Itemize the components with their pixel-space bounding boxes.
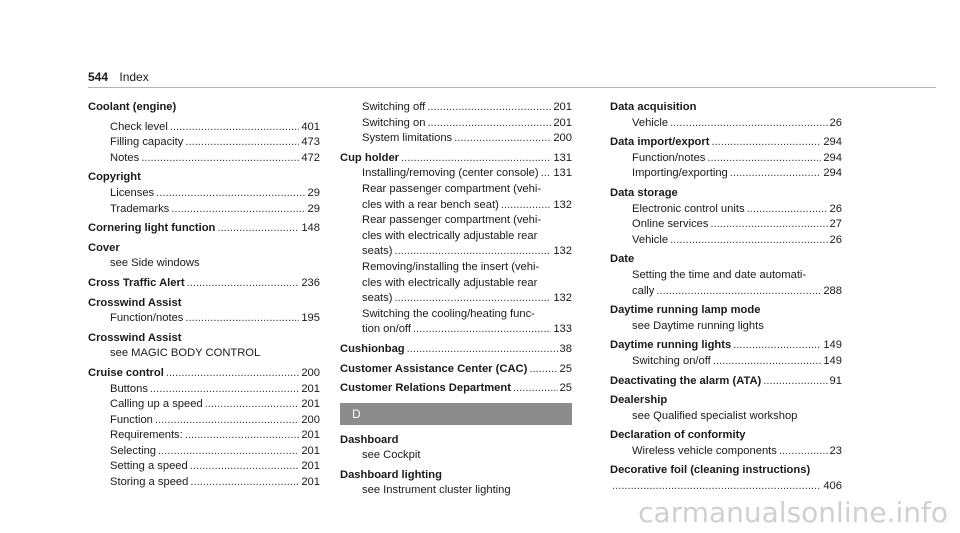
index-entry — [88, 296, 320, 327]
index-entry — [88, 276, 320, 292]
index-subterm — [610, 202, 842, 218]
index-term-label: Importing/exporting — [632, 167, 728, 180]
index-term-label: Crosswind Assist — [88, 296, 182, 309]
index-subterm — [340, 116, 572, 132]
index-entry — [340, 342, 572, 358]
index-term — [340, 151, 572, 167]
page-reference: 201 — [553, 101, 572, 113]
index-term-label: System limitations — [362, 132, 453, 145]
index-term — [340, 468, 572, 484]
page-reference: 38 — [559, 342, 572, 355]
index-subterm — [340, 198, 572, 214]
index-subterm — [610, 409, 842, 425]
index-term-label: Online services — [632, 218, 709, 231]
index-subterm — [340, 213, 572, 229]
index-term-label: Daytime running lights — [610, 339, 732, 352]
dot-leader — [185, 311, 299, 327]
index-term — [88, 366, 320, 382]
dot-leader — [150, 382, 299, 398]
index-term — [610, 393, 842, 409]
index-term-label: Vehicle — [632, 116, 669, 129]
index-term-label: Cushionbag — [340, 342, 405, 355]
index-entry — [88, 366, 320, 491]
page-header — [88, 70, 149, 84]
index-entry — [88, 241, 320, 272]
page-reference: 472 — [301, 151, 320, 164]
index-term-label: Setting a speed — [110, 460, 188, 473]
index-term-label: Switching the cooling/heating func- — [362, 307, 535, 320]
index-term-label: Rear passenger compartment (vehi- — [362, 182, 542, 195]
index-term-label: Vehicle — [632, 233, 669, 246]
index-term — [610, 100, 842, 116]
index-entry — [340, 381, 572, 397]
index-term — [88, 276, 320, 292]
dot-leader — [170, 120, 300, 136]
dot-leader — [747, 202, 828, 218]
index-term-label: Data import/export — [610, 136, 710, 149]
index-subterm — [88, 444, 320, 460]
index-term-label: Electronic control units — [632, 202, 745, 215]
index-subterm — [340, 100, 572, 116]
index-term-label: Cruise control — [88, 366, 164, 379]
index-subterm — [340, 448, 572, 464]
index-term — [610, 186, 842, 202]
dot-leader — [217, 221, 299, 237]
page-reference: 133 — [553, 323, 572, 336]
index-term — [610, 338, 842, 354]
index-term-label: Filling capacity — [110, 136, 184, 149]
dot-leader — [394, 291, 551, 307]
index-subterm — [340, 276, 572, 292]
dot-leader — [187, 276, 300, 292]
index-term-label: Daytime running lamp mode — [610, 304, 761, 317]
page-reference: 131 — [553, 151, 572, 164]
index-term-label: Licenses — [110, 186, 155, 199]
page-reference: 29 — [307, 202, 320, 215]
index-term — [610, 463, 842, 479]
page-reference: 25 — [559, 382, 572, 395]
index-term — [610, 252, 842, 268]
index-entry — [610, 374, 842, 390]
dot-leader — [185, 135, 299, 151]
page-reference: 201 — [553, 116, 572, 129]
dot-leader — [166, 366, 299, 382]
index-term-label: cles with electrically adjustable rear — [362, 229, 538, 242]
dot-leader — [401, 151, 551, 167]
index-term-label: Customer Assistance Center (CAC) — [340, 362, 528, 375]
header-divider — [88, 87, 936, 88]
dot-leader — [413, 322, 551, 338]
page-reference: 294 — [823, 167, 842, 180]
dot-leader — [779, 444, 828, 460]
index-entry — [88, 221, 320, 237]
index-subterm — [340, 260, 572, 276]
page-reference: 200 — [301, 413, 320, 426]
page-reference: 149 — [823, 339, 842, 352]
index-entry — [340, 433, 572, 464]
index-term-label: Coolant (engine) — [88, 101, 177, 113]
index-entry — [340, 362, 572, 378]
index-term-label: Requirements: — [110, 429, 183, 442]
page-reference: 149 — [823, 354, 842, 367]
index-term-label: cally — [632, 284, 655, 297]
dot-leader — [427, 100, 551, 116]
dot-leader — [394, 244, 551, 260]
index-term — [88, 221, 320, 237]
index-term — [88, 100, 320, 116]
dot-leader — [156, 186, 305, 202]
index-subterm — [610, 166, 842, 182]
index-subterm — [340, 131, 572, 147]
index-term — [340, 362, 572, 378]
page-reference: 294 — [823, 136, 842, 149]
index-term-label: see Instrument cluster lighting — [362, 484, 511, 497]
index-subterm — [610, 116, 842, 132]
index-subterm — [88, 428, 320, 444]
dot-leader — [541, 166, 552, 182]
index-term-label: Check level — [110, 120, 168, 133]
index-term-label: Selecting — [110, 444, 157, 457]
index-entry — [610, 393, 842, 424]
index-entry — [610, 428, 842, 459]
index-term-label: Function/notes — [110, 312, 184, 325]
index-entry — [340, 151, 572, 338]
index-column-1 — [88, 100, 320, 495]
index-entry — [88, 120, 320, 167]
page-reference: 132 — [553, 198, 572, 211]
index-entry — [340, 100, 572, 147]
index-entry — [88, 331, 320, 362]
index-term-label: see Side windows — [110, 257, 200, 270]
page-reference: 26 — [829, 233, 842, 246]
index-term-label: see MAGIC BODY CONTROL — [110, 347, 261, 360]
index-subterm — [88, 459, 320, 475]
index-term-label: see Qualified specialist workshop — [632, 409, 798, 422]
index-term — [610, 135, 842, 151]
index-entry — [340, 468, 572, 499]
index-entry — [610, 338, 842, 369]
index-subterm — [610, 233, 842, 249]
index-term-label: Storing a speed — [110, 476, 189, 489]
index-term-label: Dashboard lighting — [340, 468, 442, 481]
page-reference: 23 — [829, 444, 842, 457]
dot-leader — [407, 342, 558, 358]
page-reference: 294 — [823, 151, 842, 164]
index-term — [88, 331, 320, 347]
dot-leader — [158, 444, 299, 460]
index-term-label: Crosswind Assist — [88, 331, 182, 344]
index-term-label: Installing/removing (center console) — [362, 167, 539, 180]
index-term-label: Dealership — [610, 394, 668, 407]
index-term-label: Buttons — [110, 382, 148, 395]
dot-leader — [171, 202, 305, 218]
index-subterm — [88, 186, 320, 202]
dot-leader — [670, 116, 827, 132]
index-term-label: Removing/installing the insert (vehi- — [362, 260, 540, 273]
index-subterm — [88, 135, 320, 151]
page-reference: 201 — [301, 460, 320, 473]
page-reference: 132 — [553, 245, 572, 258]
page-reference: 29 — [307, 186, 320, 199]
index-term-label: Customer Relations Department — [340, 382, 511, 395]
page-reference: 91 — [829, 374, 842, 387]
page-reference: 473 — [301, 136, 320, 149]
dot-leader — [427, 116, 551, 132]
page-reference: 200 — [553, 132, 572, 145]
index-term-label: Decorative foil (cleaning instructions) — [610, 464, 811, 477]
index-subterm — [340, 307, 572, 323]
index-column-3 — [610, 100, 842, 499]
index-term — [610, 374, 842, 390]
index-subterm — [88, 382, 320, 398]
page-reference: 201 — [301, 398, 320, 411]
index-term — [88, 241, 320, 257]
index-term-label: cles with electrically adjustable rear — [362, 276, 538, 289]
index-term-label: Rear passenger compartment (vehi- — [362, 214, 542, 227]
index-subterm — [88, 120, 320, 136]
index-term-label: Trademarks — [110, 202, 170, 215]
index-subterm — [88, 202, 320, 218]
index-subterm — [610, 354, 842, 370]
index-term — [340, 433, 572, 449]
index-term-label: Function — [110, 413, 153, 426]
dot-leader — [707, 151, 821, 167]
page-reference: 236 — [301, 276, 320, 289]
index-subterm — [88, 311, 320, 327]
page-reference: 26 — [829, 116, 842, 129]
index-term-label: Data acquisition — [610, 101, 697, 113]
index-subterm — [610, 284, 842, 300]
dot-leader — [612, 479, 821, 495]
page-reference: 195 — [301, 312, 320, 325]
index-subterm — [88, 346, 320, 362]
page-reference: 131 — [553, 167, 572, 180]
index-subterm — [340, 229, 572, 245]
index-subterm — [88, 413, 320, 429]
index-subterm — [88, 151, 320, 167]
index-term-label: tion on/off — [362, 323, 411, 336]
index-subterm — [340, 166, 572, 182]
page-reference: 201 — [301, 429, 320, 442]
index-entry — [610, 252, 842, 299]
index-term-label: seats) — [362, 245, 393, 258]
index-subterm — [340, 322, 572, 338]
dot-leader — [513, 381, 558, 397]
index-subterm — [610, 319, 842, 335]
page-reference: 201 — [301, 444, 320, 457]
index-term-label: Deactivating the alarm (ATA) — [610, 374, 762, 387]
index-term-label: Setting the time and date automati- — [632, 268, 807, 281]
index-entry — [610, 100, 842, 131]
page-reference: 288 — [823, 284, 842, 297]
index-subterm — [610, 479, 842, 495]
index-term-label: see Cockpit — [362, 449, 421, 462]
index-column-2 — [340, 100, 572, 503]
dot-leader — [763, 374, 827, 390]
index-term-label: Switching off — [362, 101, 426, 113]
index-term-label: Cover — [88, 241, 120, 254]
dot-leader — [501, 198, 552, 214]
dot-leader — [730, 166, 822, 182]
index-subterm — [88, 475, 320, 491]
index-subterm — [88, 397, 320, 413]
index-term — [340, 342, 572, 358]
index-term-label: Data storage — [610, 186, 678, 199]
index-entry — [88, 170, 320, 217]
index-entry — [88, 100, 320, 116]
page-reference: 200 — [301, 366, 320, 379]
dot-leader — [205, 397, 300, 413]
index-term-label: Declaration of conformity — [610, 429, 746, 442]
dot-leader — [454, 131, 551, 147]
page-number: 544 — [88, 70, 109, 84]
index-subterm — [610, 151, 842, 167]
index-entry — [610, 303, 842, 334]
dot-leader — [141, 151, 299, 167]
index-subterm — [340, 182, 572, 198]
dot-leader — [529, 362, 557, 378]
page-reference: 406 — [823, 480, 842, 493]
dot-leader — [710, 217, 827, 233]
page-reference: 201 — [301, 476, 320, 489]
index-entry — [610, 135, 842, 182]
page-reference: 25 — [559, 362, 572, 375]
page-reference: 201 — [301, 382, 320, 395]
section-header: D — [340, 403, 572, 425]
index-entry — [610, 186, 842, 248]
dot-leader — [155, 413, 299, 429]
index-term-label: Date — [610, 253, 635, 266]
index-subterm — [610, 217, 842, 233]
index-term — [340, 381, 572, 397]
index-term-label: Calling up a speed — [110, 398, 203, 411]
index-term-label: see Daytime running lights — [632, 319, 764, 332]
dot-leader — [190, 459, 300, 475]
index-subterm — [610, 444, 842, 460]
index-term-label: seats) — [362, 292, 393, 305]
page-reference: 401 — [301, 120, 320, 133]
page-title: Index — [119, 70, 149, 84]
dot-leader — [670, 233, 827, 249]
index-subterm — [340, 291, 572, 307]
index-term-label: Switching on — [362, 116, 426, 129]
page-reference: 148 — [301, 222, 320, 235]
index-subterm — [88, 256, 320, 272]
index-term-label: Switching on/off — [632, 354, 711, 367]
index-term-label: Notes — [110, 151, 140, 164]
index-term-label: Cornering light function — [88, 222, 216, 235]
index-term — [610, 303, 842, 319]
dot-leader — [713, 354, 822, 370]
dot-leader — [711, 135, 821, 151]
dot-leader — [185, 428, 300, 444]
index-subterm — [610, 268, 842, 284]
index-term-label: cles with a rear bench seat) — [362, 198, 499, 211]
page-reference: 132 — [553, 292, 572, 305]
index-term-label: Copyright — [88, 171, 141, 184]
watermark: carmanualsonline.info — [638, 496, 948, 529]
index-entry — [610, 463, 842, 494]
dot-leader — [656, 284, 821, 300]
index-term-label: Cross Traffic Alert — [88, 276, 185, 289]
dot-leader — [190, 475, 299, 491]
index-term — [610, 428, 842, 444]
index-term — [88, 296, 320, 312]
index-subterm — [340, 244, 572, 260]
index-term-label: Cup holder — [340, 151, 400, 164]
index-term-label: Dashboard — [340, 433, 399, 446]
index-term-label: Wireless vehicle components — [632, 444, 777, 457]
index-term-label: Function/notes — [632, 151, 706, 164]
dot-leader — [733, 338, 821, 354]
page-reference: 26 — [829, 202, 842, 215]
index-subterm — [340, 483, 572, 499]
index-term — [88, 170, 320, 186]
page-reference: 27 — [829, 218, 842, 231]
